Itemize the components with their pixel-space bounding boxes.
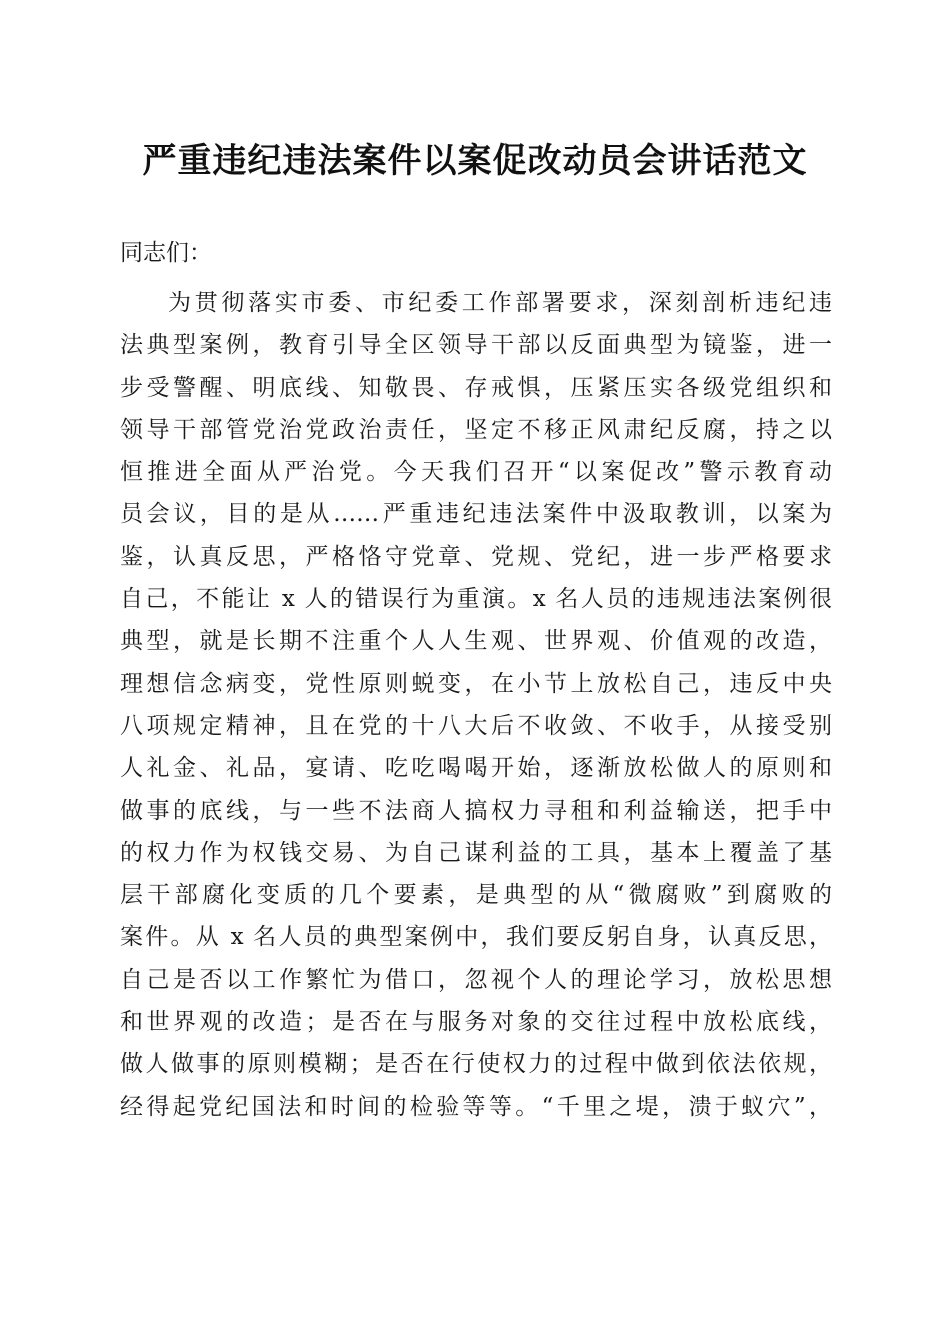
salutation: 同志们： bbox=[120, 240, 212, 266]
body-paragraph bbox=[120, 282, 832, 1128]
body-line: 理想信念病变，党性原则蜕变，在小节上放松自己，违反中央 bbox=[120, 670, 832, 697]
body-line: 法典型案例，教育引导全区领导干部以反面典型为镜鉴，进一 bbox=[120, 332, 832, 359]
body-line: 层干部腐化变质的几个要素，是典型的从“微腐败”到腐败的 bbox=[120, 882, 832, 909]
document-title: 严重违纪违法案件以案促改动员会讲话范文 bbox=[142, 141, 808, 181]
body-line: 领导干部管党治党政治责任，坚定不移正风肃纪反腐，持之以 bbox=[120, 416, 832, 443]
body-line: 步受警醒、明底线、知敬畏、存戒惧，压紧压实各级党组织和 bbox=[120, 374, 832, 401]
body-line: 八项规定精神，且在党的十八大后不收敛、不收手，从接受别 bbox=[120, 712, 832, 739]
body-line: 典型，就是长期不注重个人人生观、世界观、价值观的改造， bbox=[120, 628, 832, 655]
body-line: 自己，不能让 x 人的错误行为重演。x 名人员的违规违法案例很 bbox=[120, 586, 832, 613]
body-line: 员会议，目的是从……严重违纪违法案件中汲取教训，以案为 bbox=[120, 501, 832, 528]
body-line: 人礼金、礼品，宴请、吃吃喝喝开始，逐渐放松做人的原则和 bbox=[120, 755, 832, 782]
body-line: 做人做事的原则模糊；是否在行使权力的过程中做到依法依规， bbox=[120, 1051, 832, 1078]
body-line: 案件。从 x 名人员的典型案例中，我们要反躬自身，认真反思， bbox=[120, 924, 832, 951]
body-line: 和世界观的改造；是否在与服务对象的交往过程中放松底线， bbox=[120, 1009, 832, 1036]
body-line: 做事的底线，与一些不法商人搞权力寻租和利益输送，把手中 bbox=[120, 797, 832, 824]
body-line: 经得起党纪国法和时间的检验等等。“千里之堤，溃于蚁穴”， bbox=[120, 1093, 832, 1120]
body-line: 为贯彻落实市委、市纪委工作部署要求，深刻剖析违纪违 bbox=[168, 290, 832, 316]
body-line: 的权力作为权钱交易、为自己谋利益的工具，基本上覆盖了基 bbox=[120, 839, 832, 866]
body-line: 自己是否以工作繁忙为借口，忽视个人的理论学习，放松思想 bbox=[120, 966, 832, 993]
body-line: 恒推进全面从严治党。今天我们召开“以案促改”警示教育动 bbox=[120, 459, 832, 486]
body-line: 鉴，认真反思，严格恪守党章、党规、党纪，进一步严格要求 bbox=[120, 543, 832, 570]
